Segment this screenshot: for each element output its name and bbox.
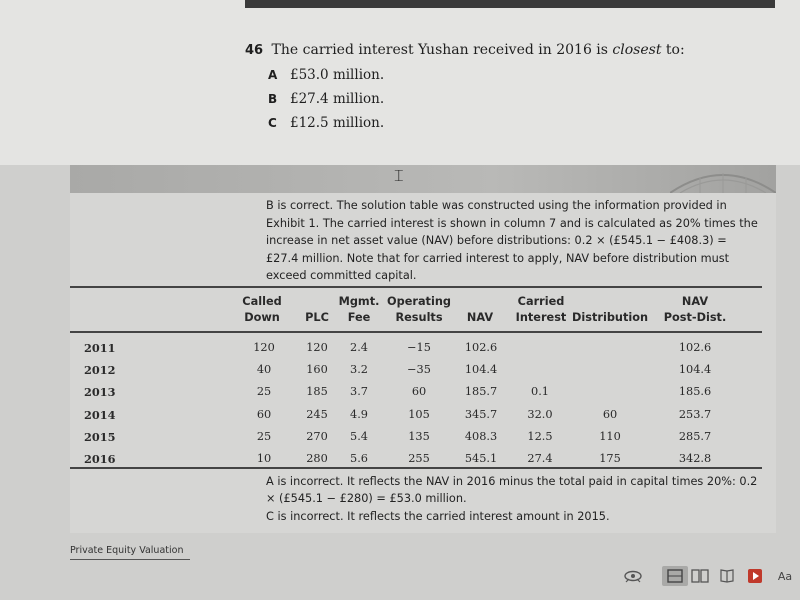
- table-cell: 10: [256, 452, 272, 465]
- option-a[interactable]: [268, 67, 384, 83]
- table-cell: 102.6: [464, 341, 498, 354]
- table-cell: −35: [407, 363, 431, 376]
- row-year-label: 2011: [84, 341, 116, 355]
- header-line2: Down: [244, 311, 280, 324]
- option-text: £27.4 million.: [290, 91, 385, 107]
- table-cell: 245: [306, 408, 328, 421]
- solution-banner: [70, 165, 776, 193]
- text-cursor-icon: ⌶: [394, 166, 404, 185]
- option-letter: C: [268, 116, 277, 130]
- header-line2: Post-Dist.: [663, 311, 727, 324]
- header-line1: NAV: [681, 295, 709, 308]
- table-cell: 102.6: [678, 341, 712, 354]
- eye-icon[interactable]: [622, 566, 644, 586]
- table-cell: 2.4: [350, 341, 368, 354]
- header-line2: Distribution: [572, 311, 649, 324]
- table-cell: 285.7: [678, 430, 712, 443]
- table-cell: 60: [602, 408, 618, 421]
- table-cell: −15: [407, 341, 431, 354]
- table-cell: 25: [256, 385, 272, 398]
- table-cell: 342.8: [678, 452, 712, 465]
- text-size-icon[interactable]: Aa: [777, 569, 793, 583]
- table-cell: 280: [306, 452, 328, 465]
- footer-chapter-label: Private Equity Valuation: [70, 545, 184, 556]
- header-line1: Called: [242, 295, 282, 308]
- table-cell: 5.6: [350, 452, 368, 465]
- header-line2: Fee: [347, 311, 371, 324]
- table-cell: 253.7: [678, 408, 712, 421]
- header-line1: [572, 294, 648, 310]
- option-text: £53.0 million.: [290, 67, 385, 83]
- col-header-mgmt-fee: [333, 294, 385, 326]
- solution-paragraph: B is correct. The solution table was constructed using the information provided in Exhibit 1. The carried interest is shown in column 7 and is calculated as 20% times the increase in net asset value (NAV) before distributions: 0.2 × (£545.1 − £408.3) = £27.4 million. Note that for carried interest to apply, NAV before distribution must exceed committed capital.: [266, 199, 758, 283]
- table-top-rule: [70, 286, 762, 288]
- table-cell: 185.6: [678, 385, 712, 398]
- table-cell: 160: [306, 363, 328, 376]
- reader-toolbar: [612, 566, 800, 588]
- col-header-distribution: [572, 294, 648, 326]
- question-text-prefix: The carried interest Yushan received in 2016 is: [271, 42, 613, 58]
- table-cell: 120: [306, 341, 328, 354]
- table-cell: 545.1: [464, 452, 498, 465]
- table-cell: 32.0: [527, 408, 553, 421]
- table-cell: 175: [599, 452, 621, 465]
- table-cell: 110: [599, 430, 621, 443]
- question-number: 46: [245, 43, 264, 58]
- table-cell: 408.3: [464, 430, 498, 443]
- table-cell: 3.7: [350, 385, 368, 398]
- header-line2: Interest: [515, 311, 567, 324]
- option-letter: A: [268, 68, 278, 82]
- option-letter: B: [268, 92, 278, 106]
- header-line1: Carried: [517, 295, 565, 308]
- row-year-label: 2012: [84, 363, 116, 377]
- table-cell: 27.4: [527, 452, 553, 465]
- row-year-label: 2013: [84, 385, 116, 399]
- table-cell: 5.4: [350, 430, 368, 443]
- play-icon[interactable]: [744, 566, 766, 586]
- question-stem: [245, 42, 685, 58]
- table-cell: 25: [256, 430, 272, 443]
- table-cell: 345.7: [464, 408, 498, 421]
- row-year-label: 2014: [84, 408, 116, 422]
- book-icon[interactable]: [716, 566, 738, 586]
- col-header-operating-results: [384, 294, 454, 326]
- question-text-emph: closest: [612, 42, 662, 58]
- option-text: £12.5 million.: [290, 115, 385, 131]
- table-cell: 105: [408, 408, 430, 421]
- explanation-a-incorrect: A is incorrect. It reflects the NAV in 2016 minus the total paid in capital times 20%: 0.2 × (£545.1 − £280) = £53.0 million.: [266, 475, 758, 505]
- table-cell: 12.5: [527, 430, 553, 443]
- header-line1: Mgmt.: [338, 295, 380, 308]
- page-top-area: [0, 0, 800, 165]
- table-cell: 0.1: [531, 385, 549, 398]
- explanation-c-incorrect: C is incorrect. It reflects the carried interest amount in 2015.: [266, 510, 610, 523]
- footer-rule: [70, 559, 190, 560]
- col-header-carried-interest: [510, 294, 572, 326]
- question-text-suffix: to:: [661, 42, 685, 58]
- two-page-icon[interactable]: [688, 566, 712, 586]
- table-cell: 135: [408, 430, 430, 443]
- header-line1: Operating: [387, 295, 451, 308]
- single-page-icon[interactable]: [662, 566, 688, 586]
- table-cell: 120: [253, 341, 275, 354]
- col-header-nav: [455, 294, 505, 326]
- header-line1: [455, 294, 505, 310]
- table-cell: 60: [411, 385, 427, 398]
- table-cell: 60: [256, 408, 272, 421]
- table-cell: 255: [408, 452, 430, 465]
- row-year-label: 2015: [84, 430, 116, 444]
- bridge-arch-decoration: [670, 165, 776, 193]
- top-divider: [245, 0, 775, 8]
- table-bottom-rule: [70, 467, 762, 469]
- table-cell: 40: [256, 363, 272, 376]
- table-header-rule: [70, 331, 762, 333]
- option-b[interactable]: [268, 91, 384, 107]
- option-c[interactable]: [268, 115, 384, 131]
- header-line2: PLC: [305, 311, 329, 324]
- table-cell: 4.9: [350, 408, 368, 421]
- table-cell: 270: [306, 430, 328, 443]
- table-cell: 104.4: [464, 363, 498, 376]
- table-cell: 104.4: [678, 363, 712, 376]
- col-header-called-down: [232, 294, 292, 326]
- table-cell: 185.7: [464, 385, 498, 398]
- table-cell: 3.2: [350, 363, 368, 376]
- col-header-nav-post-dist: [660, 294, 730, 326]
- header-line2: NAV: [466, 311, 494, 324]
- table-cell: 185: [306, 385, 328, 398]
- header-line2: Results: [395, 311, 443, 324]
- row-year-label: 2016: [84, 452, 116, 466]
